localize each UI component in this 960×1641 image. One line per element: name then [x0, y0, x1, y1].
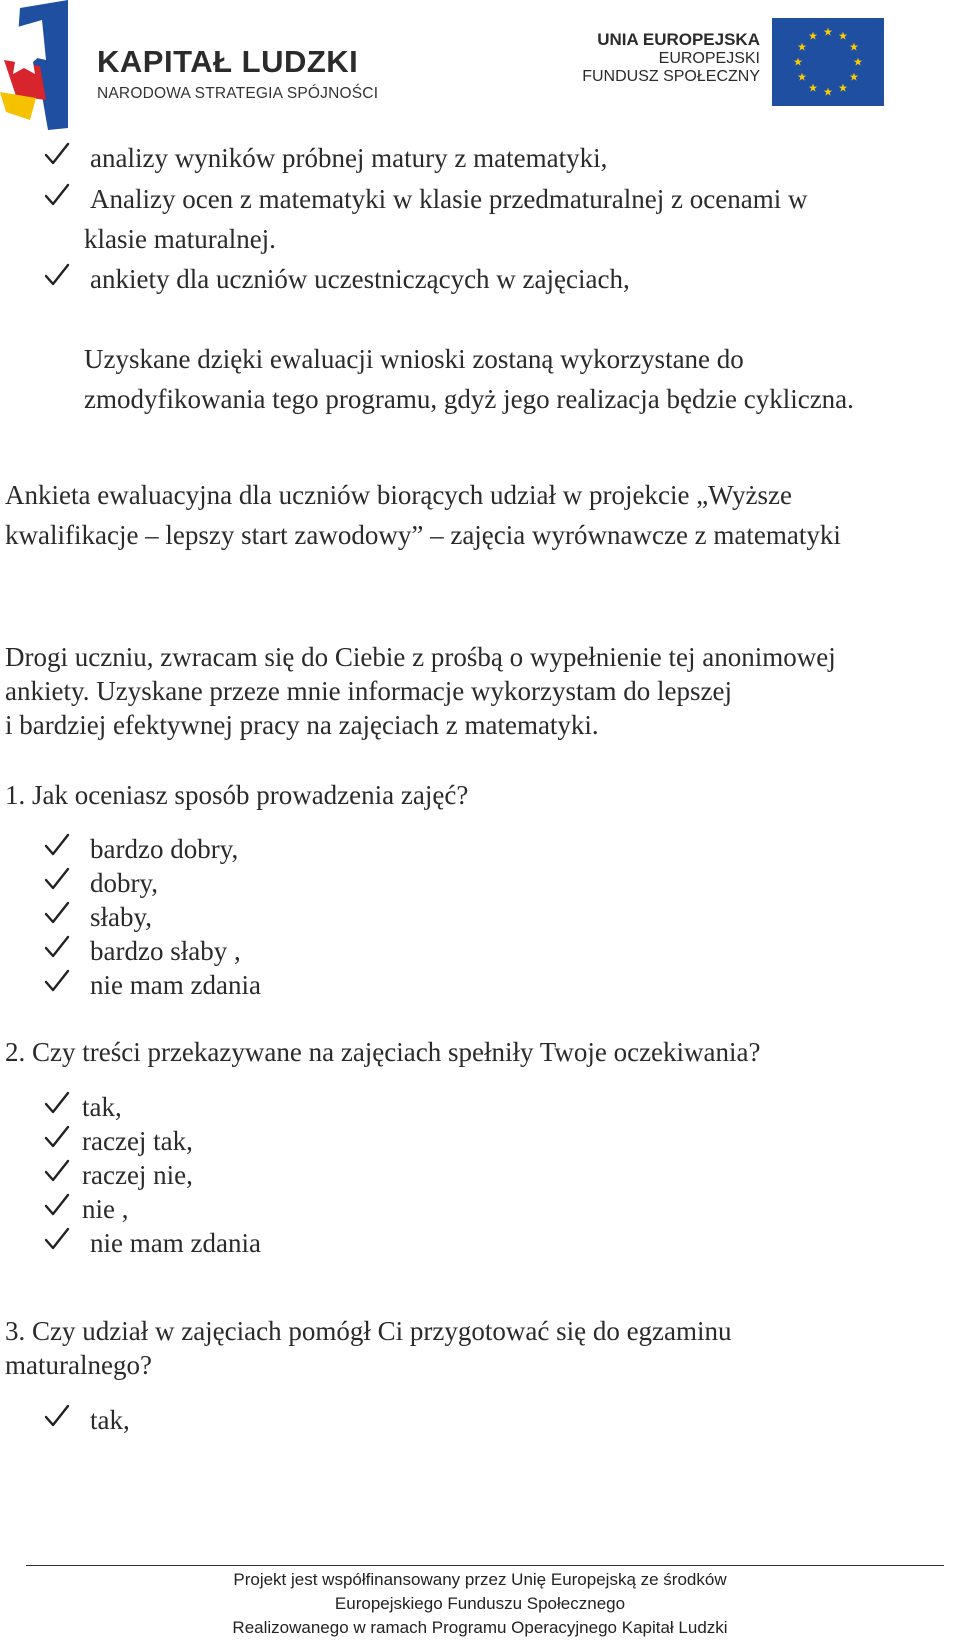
- question-3-line-2: maturalnego?: [5, 1350, 152, 1380]
- page-header: [0, 0, 960, 140]
- checkmark-icon: [44, 901, 70, 925]
- answer-option: tak,: [90, 1405, 130, 1435]
- eu-flag-icon: [772, 18, 884, 106]
- answer-option: raczej nie,: [82, 1160, 193, 1190]
- answer-option: nie ,: [82, 1194, 129, 1224]
- evaluation-item-continued: klasie maturalnej.: [84, 224, 276, 254]
- footer-divider: [26, 1565, 944, 1566]
- answer-option: dobry,: [90, 868, 158, 898]
- kapital-ludzki-logo: [0, 0, 70, 135]
- checkmark-icon: [44, 1125, 70, 1149]
- evaluation-item: Analizy ocen z matematyki w klasie przedmaturalnej z ocenami w: [90, 184, 808, 214]
- checkmark-icon: [44, 142, 70, 166]
- eu-text-block: [540, 30, 760, 86]
- question-3-line-1: 3. Czy udział w zajęciach pomógł Ci przygotować się do egzaminu: [5, 1316, 732, 1346]
- page-footer: [0, 1568, 960, 1640]
- eu-line-3: FUNDUSZ SPOŁECZNY: [582, 67, 760, 85]
- evaluation-item: analizy wyników próbnej matury z matematyki,: [90, 143, 608, 173]
- eu-line-1: UNIA EUROPEJSKA: [597, 30, 760, 49]
- footer-line-2: Europejskiego Funduszu Społecznego: [334, 1594, 626, 1613]
- conclusion-line-2: zmodyfikowania tego programu, gdyż jego realizacja będzie cykliczna.: [84, 384, 854, 414]
- checkmark-icon: [44, 183, 70, 207]
- intro-line-1: Drogi uczniu, zwracam się do Ciebie z prośbą o wypełnienie tej anonimowej: [5, 642, 836, 672]
- kapital-ludzki-title: KAPITAŁ LUDZKI: [97, 44, 359, 79]
- checkmark-icon: [44, 833, 70, 857]
- checkmark-icon: [44, 969, 70, 993]
- answer-option: bardzo dobry,: [90, 834, 239, 864]
- answer-option: nie mam zdania: [90, 1228, 261, 1258]
- checkmark-icon: [44, 1159, 70, 1183]
- footer-line-3: Realizowanego w ramach Programu Operacyjnego Kapitał Ludzki: [232, 1618, 728, 1637]
- checkmark-icon: [44, 1227, 70, 1251]
- checkmark-icon: [44, 935, 70, 959]
- conclusion-line-1: Uzyskane dzięki ewaluacji wnioski zostaną wykorzystane do: [84, 344, 744, 374]
- intro-line-2: ankiety. Uzyskane przeze mnie informacje wykorzystam do lepszej: [5, 676, 732, 706]
- answer-option: tak,: [82, 1092, 122, 1122]
- intro-line-3: i bardziej efektywnej pracy na zajęciach z matematyki.: [5, 710, 599, 740]
- checkmark-icon: [44, 1091, 70, 1115]
- checkmark-icon: [44, 263, 70, 287]
- answer-option: bardzo słaby ,: [90, 936, 241, 966]
- question-2: 2. Czy treści przekazywane na zajęciach spełniły Twoje oczekiwania?: [5, 1037, 761, 1067]
- survey-title-line-2: kwalifikacje – lepszy start zawodowy” – zajęcia wyrównawcze z matematyki: [5, 520, 841, 550]
- checkmark-icon: [44, 867, 70, 891]
- checkmark-icon: [44, 1193, 70, 1217]
- answer-option: słaby,: [90, 902, 152, 932]
- kapital-ludzki-subtitle: NARODOWA STRATEGIA SPÓJNOŚCI: [97, 85, 379, 102]
- answer-option: raczej tak,: [82, 1126, 193, 1156]
- footer-line-1: Projekt jest współfinansowany przez Unię Europejską ze środków: [233, 1570, 727, 1589]
- evaluation-item: ankiety dla uczniów uczestniczących w zajęciach,: [90, 264, 630, 294]
- eu-line-2: EUROPEJSKI: [658, 49, 760, 67]
- answer-option: nie mam zdania: [90, 970, 261, 1000]
- question-1: 1. Jak oceniasz sposób prowadzenia zajęć?: [5, 780, 469, 810]
- survey-title-line-1: Ankieta ewaluacyjna dla uczniów biorących udział w projekcie „Wyższe: [5, 480, 793, 510]
- checkmark-icon: [44, 1404, 70, 1428]
